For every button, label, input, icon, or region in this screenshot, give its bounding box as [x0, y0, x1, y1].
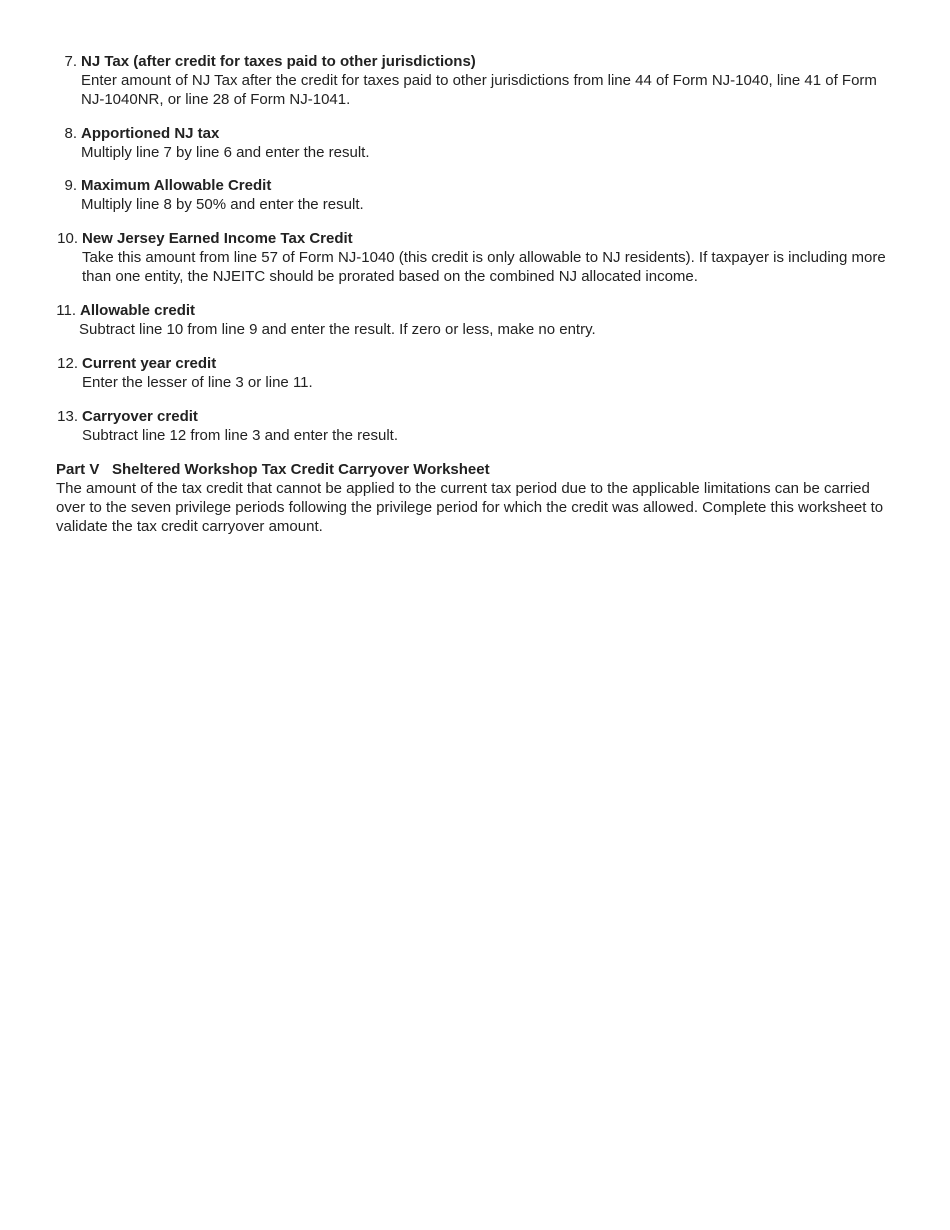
- line-item-heading: [56, 407, 886, 426]
- line-number: 9.: [64, 177, 77, 194]
- line-number: 11.: [56, 302, 76, 319]
- part-description: The amount of the tax credit that cannot be applied to the current tax period due to the applicable limitations can be carried over to the seven privilege periods following the privilege period for which the credit was allowed. Complete this worksheet to validate the tax credit carryover amount.: [56, 480, 884, 535]
- line-title: Allowable credit: [80, 302, 196, 319]
- line-number: 12.: [57, 355, 78, 372]
- line-number: 10.: [57, 230, 78, 247]
- line-item-heading: [56, 354, 886, 373]
- line-description: Multiply line 8 by 50% and enter the result.: [81, 196, 364, 213]
- line-description: Subtract line 10 from line 9 and enter the result. If zero or less, make no entry.: [79, 321, 596, 338]
- line-item-heading: [56, 124, 886, 143]
- line-description: Multiply line 7 by line 6 and enter the result.: [81, 144, 370, 161]
- line-item-heading: [56, 301, 886, 320]
- line-title: Current year credit: [82, 355, 217, 372]
- line-item-8: [56, 124, 886, 162]
- line-item-13: [56, 407, 886, 445]
- line-item-11: [56, 301, 886, 339]
- line-item-10: [56, 229, 886, 286]
- line-title: New Jersey Earned Income Tax Credit: [82, 230, 353, 247]
- line-title: Maximum Allowable Credit: [81, 177, 272, 194]
- line-number: 7.: [64, 53, 77, 70]
- line-item-heading: [56, 229, 886, 248]
- line-description: Enter the lesser of line 3 or line 11.: [82, 374, 313, 391]
- part-heading: [56, 460, 490, 479]
- line-number: 13.: [57, 408, 78, 425]
- line-item-heading: [56, 52, 886, 71]
- line-item-7: [56, 52, 886, 109]
- line-title: Apportioned NJ tax: [81, 125, 220, 142]
- part-title: Sheltered Workshop Tax Credit Carryover Worksheet: [112, 461, 490, 478]
- part-label: Part V: [56, 461, 100, 478]
- line-description: Enter amount of NJ Tax after the credit for taxes paid to other jurisdictions from line 44 of Form NJ-1040, line 41 of Form NJ-1040NR, or line 28 of Form NJ-1041.: [81, 72, 877, 108]
- line-item-heading: [56, 176, 886, 195]
- line-number: 8.: [64, 125, 77, 142]
- line-title: Carryover credit: [82, 408, 198, 425]
- line-title: NJ Tax (after credit for taxes paid to other jurisdictions): [81, 53, 476, 70]
- line-description: Take this amount from line 57 of Form NJ-1040 (this credit is only allowable to NJ residents). If taxpayer is including more than one entity, the NJEITC should be prorated based on the combined NJ allocated income.: [82, 249, 886, 285]
- line-description: Subtract line 12 from line 3 and enter the result.: [82, 427, 399, 444]
- line-item-12: [56, 354, 886, 392]
- line-item-9: [56, 176, 886, 214]
